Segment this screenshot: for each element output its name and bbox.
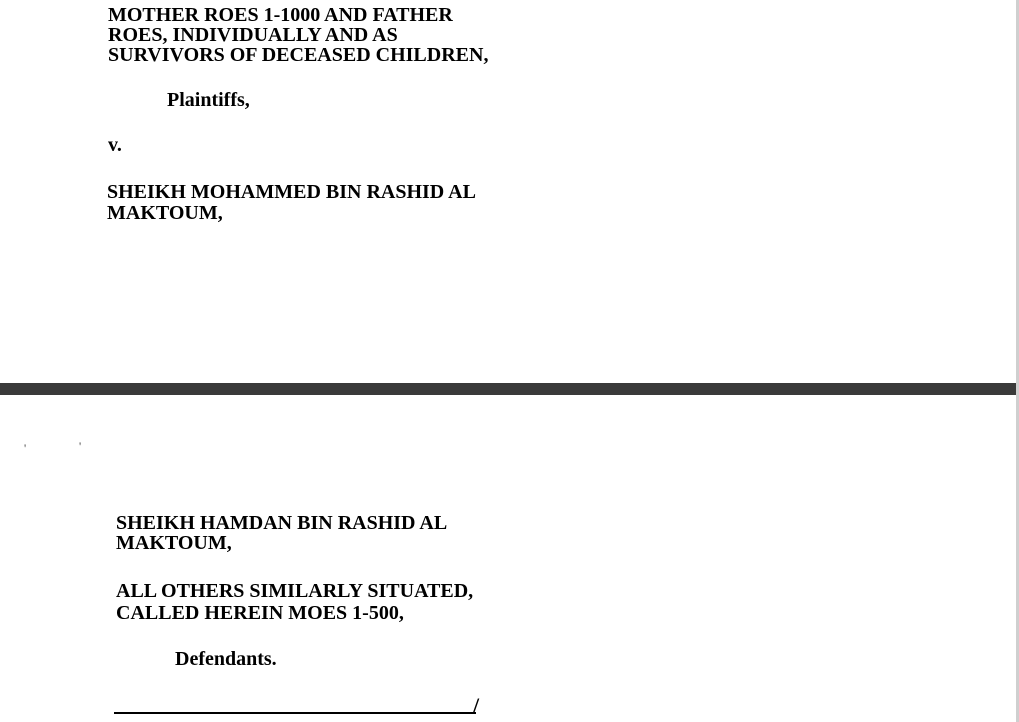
defendant-1-line-1: SHEIKH MOHAMMED BIN RASHID AL [107,181,476,203]
document-page-2 [0,395,1016,722]
scan-speck: ' [24,441,27,455]
defendant-1-line-2: MAKTOUM, [107,202,223,224]
defendants-label: Defendants. [175,648,277,670]
defendant-2-line-1: SHEIKH HAMDAN BIN RASHID AL [116,512,448,534]
scan-speck: ' [79,439,82,453]
plaintiffs-label: Plaintiffs, [167,89,250,111]
plaintiffs-caption-line-2: ROES, INDIVIDUALLY AND AS [108,24,398,46]
signature-slash: / [473,693,480,718]
signature-line [114,712,476,714]
others-line-1: ALL OTHERS SIMILARLY SITUATED, [116,580,474,602]
page-separator [0,383,1019,395]
versus-label: v. [108,134,122,156]
plaintiffs-caption-line-3: SURVIVORS OF DECEASED CHILDREN, [108,44,489,66]
others-line-2: CALLED HEREIN MOES 1-500, [116,602,404,624]
defendant-2-line-2: MAKTOUM, [116,532,232,554]
plaintiffs-caption-line-1: MOTHER ROES 1-1000 AND FATHER [108,4,453,26]
